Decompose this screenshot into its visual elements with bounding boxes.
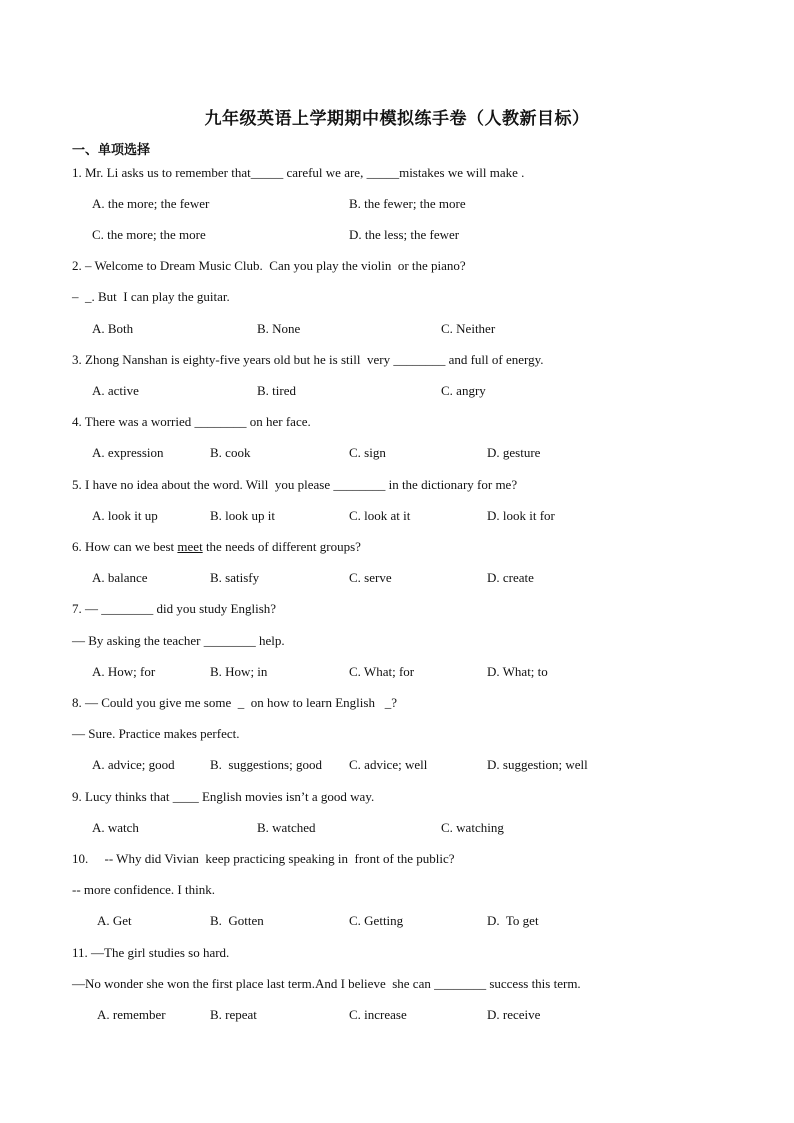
- q7-option-b[interactable]: B. How; in: [210, 664, 268, 679]
- q3-option-a[interactable]: A. active: [92, 383, 139, 398]
- question-7-reply: — By asking the teacher ________ help.: [72, 633, 285, 648]
- q11-option-c[interactable]: C. increase: [349, 1007, 407, 1022]
- q10-option-b[interactable]: B. Gotten: [210, 913, 264, 928]
- question-9-options: [0, 820, 794, 836]
- q7-option-c[interactable]: C. What; for: [349, 664, 415, 679]
- question-6-options: [0, 570, 794, 586]
- q6-underlined-word: meet: [177, 539, 203, 554]
- question-11-stem: 11. —The girl studies so hard.: [72, 945, 230, 960]
- question-4-stem: 4. There was a worried ________ on her face.: [72, 414, 311, 429]
- question-4-options: [0, 445, 794, 461]
- q9-option-c[interactable]: C. watching: [441, 820, 504, 835]
- question-3-options: [0, 383, 794, 399]
- q1-option-b[interactable]: B. the fewer; the more: [349, 196, 466, 211]
- q8-option-c[interactable]: C. advice; well: [349, 757, 428, 772]
- q6-option-c[interactable]: C. serve: [349, 570, 392, 585]
- question-11-options: [0, 1007, 794, 1023]
- q4-option-b[interactable]: B. cook: [210, 445, 251, 460]
- q8-option-b[interactable]: B. suggestions; good: [210, 757, 322, 772]
- question-10-stem: 10. -- Why did Vivian keep practicing speaking in front of the public?: [72, 851, 455, 866]
- q6-option-b[interactable]: B. satisfy: [210, 570, 260, 585]
- q1-option-d[interactable]: D. the less; the fewer: [349, 227, 460, 242]
- section-heading: 一、单项选择: [72, 143, 151, 158]
- q11-option-b[interactable]: B. repeat: [210, 1007, 257, 1022]
- q6-option-d[interactable]: D. create: [487, 570, 534, 585]
- q7-option-d[interactable]: D. What; to: [487, 664, 548, 679]
- q9-option-b[interactable]: B. watched: [257, 820, 316, 835]
- q7-option-a[interactable]: A. How; for: [92, 664, 156, 679]
- q2-option-a[interactable]: A. Both: [92, 321, 134, 336]
- q4-option-d[interactable]: D. gesture: [487, 445, 541, 460]
- q9-option-a[interactable]: A. watch: [92, 820, 139, 835]
- q6-stem-pre: 6. How can we best: [72, 539, 178, 554]
- question-7-options: [0, 664, 794, 680]
- q1-option-a[interactable]: A. the more; the fewer: [92, 196, 210, 211]
- q4-option-c[interactable]: C. sign: [349, 445, 386, 460]
- question-9-stem: 9. Lucy thinks that ____ English movies isn’t a good way.: [72, 789, 375, 804]
- q6-stem-post: the needs of different groups?: [202, 539, 361, 554]
- question-2-stem: 2. – Welcome to Dream Music Club. Can you play the violin or the piano?: [72, 258, 466, 273]
- question-1-stem: 1. Mr. Li asks us to remember that_____ careful we are, _____mistakes we will make .: [72, 165, 525, 180]
- question-1-options: [0, 196, 794, 212]
- q5-option-b[interactable]: B. look up it: [210, 508, 276, 523]
- q2-option-c[interactable]: C. Neither: [441, 321, 496, 336]
- question-7-stem: 7. — ________ did you study English?: [72, 601, 277, 616]
- q1-option-c[interactable]: C. the more; the more: [92, 227, 206, 242]
- question-6-stem: [72, 539, 361, 555]
- question-1-options-row2: [0, 227, 794, 243]
- question-5-stem: 5. I have no idea about the word. Will you please ________ in the dictionary for me?: [72, 477, 518, 492]
- q6-option-a[interactable]: A. balance: [92, 570, 148, 585]
- question-2-options: [0, 321, 794, 337]
- question-2-reply: – _. But I can play the guitar.: [72, 289, 230, 304]
- q10-option-d[interactable]: D. To get: [487, 913, 539, 928]
- q5-option-a[interactable]: A. look it up: [92, 508, 158, 523]
- q11-option-a[interactable]: A. remember: [97, 1007, 166, 1022]
- q4-option-a[interactable]: A. expression: [92, 445, 164, 460]
- q8-option-d[interactable]: D. suggestion; well: [487, 757, 588, 772]
- page-title: 九年级英语上学期期中模拟练手卷（人教新目标）: [204, 109, 590, 129]
- q3-option-b[interactable]: B. tired: [257, 383, 296, 398]
- q8-option-a[interactable]: A. advice; good: [92, 757, 175, 772]
- question-5-options: [0, 508, 794, 524]
- q3-option-c[interactable]: C. angry: [441, 383, 486, 398]
- q5-option-d[interactable]: D. look it for: [487, 508, 555, 523]
- question-11-reply: —No wonder she won the first place last term.And I believe she can ________ success this term.: [72, 976, 581, 991]
- q11-option-d[interactable]: D. receive: [487, 1007, 541, 1022]
- q10-option-c[interactable]: C. Getting: [349, 913, 404, 928]
- q5-option-c[interactable]: C. look at it: [349, 508, 411, 523]
- question-10-reply: -- more confidence. I think.: [72, 882, 215, 897]
- question-8-reply: — Sure. Practice makes perfect.: [72, 726, 240, 741]
- question-10-options: [0, 913, 794, 929]
- question-8-options: [0, 757, 794, 773]
- q2-option-b[interactable]: B. None: [257, 321, 301, 336]
- question-8-stem: 8. — Could you give me some _ on how to learn English _?: [72, 695, 397, 710]
- question-3-stem: 3. Zhong Nanshan is eighty-five years old but he is still very ________ and full of energy.: [72, 352, 544, 367]
- q10-option-a[interactable]: A. Get: [97, 913, 132, 928]
